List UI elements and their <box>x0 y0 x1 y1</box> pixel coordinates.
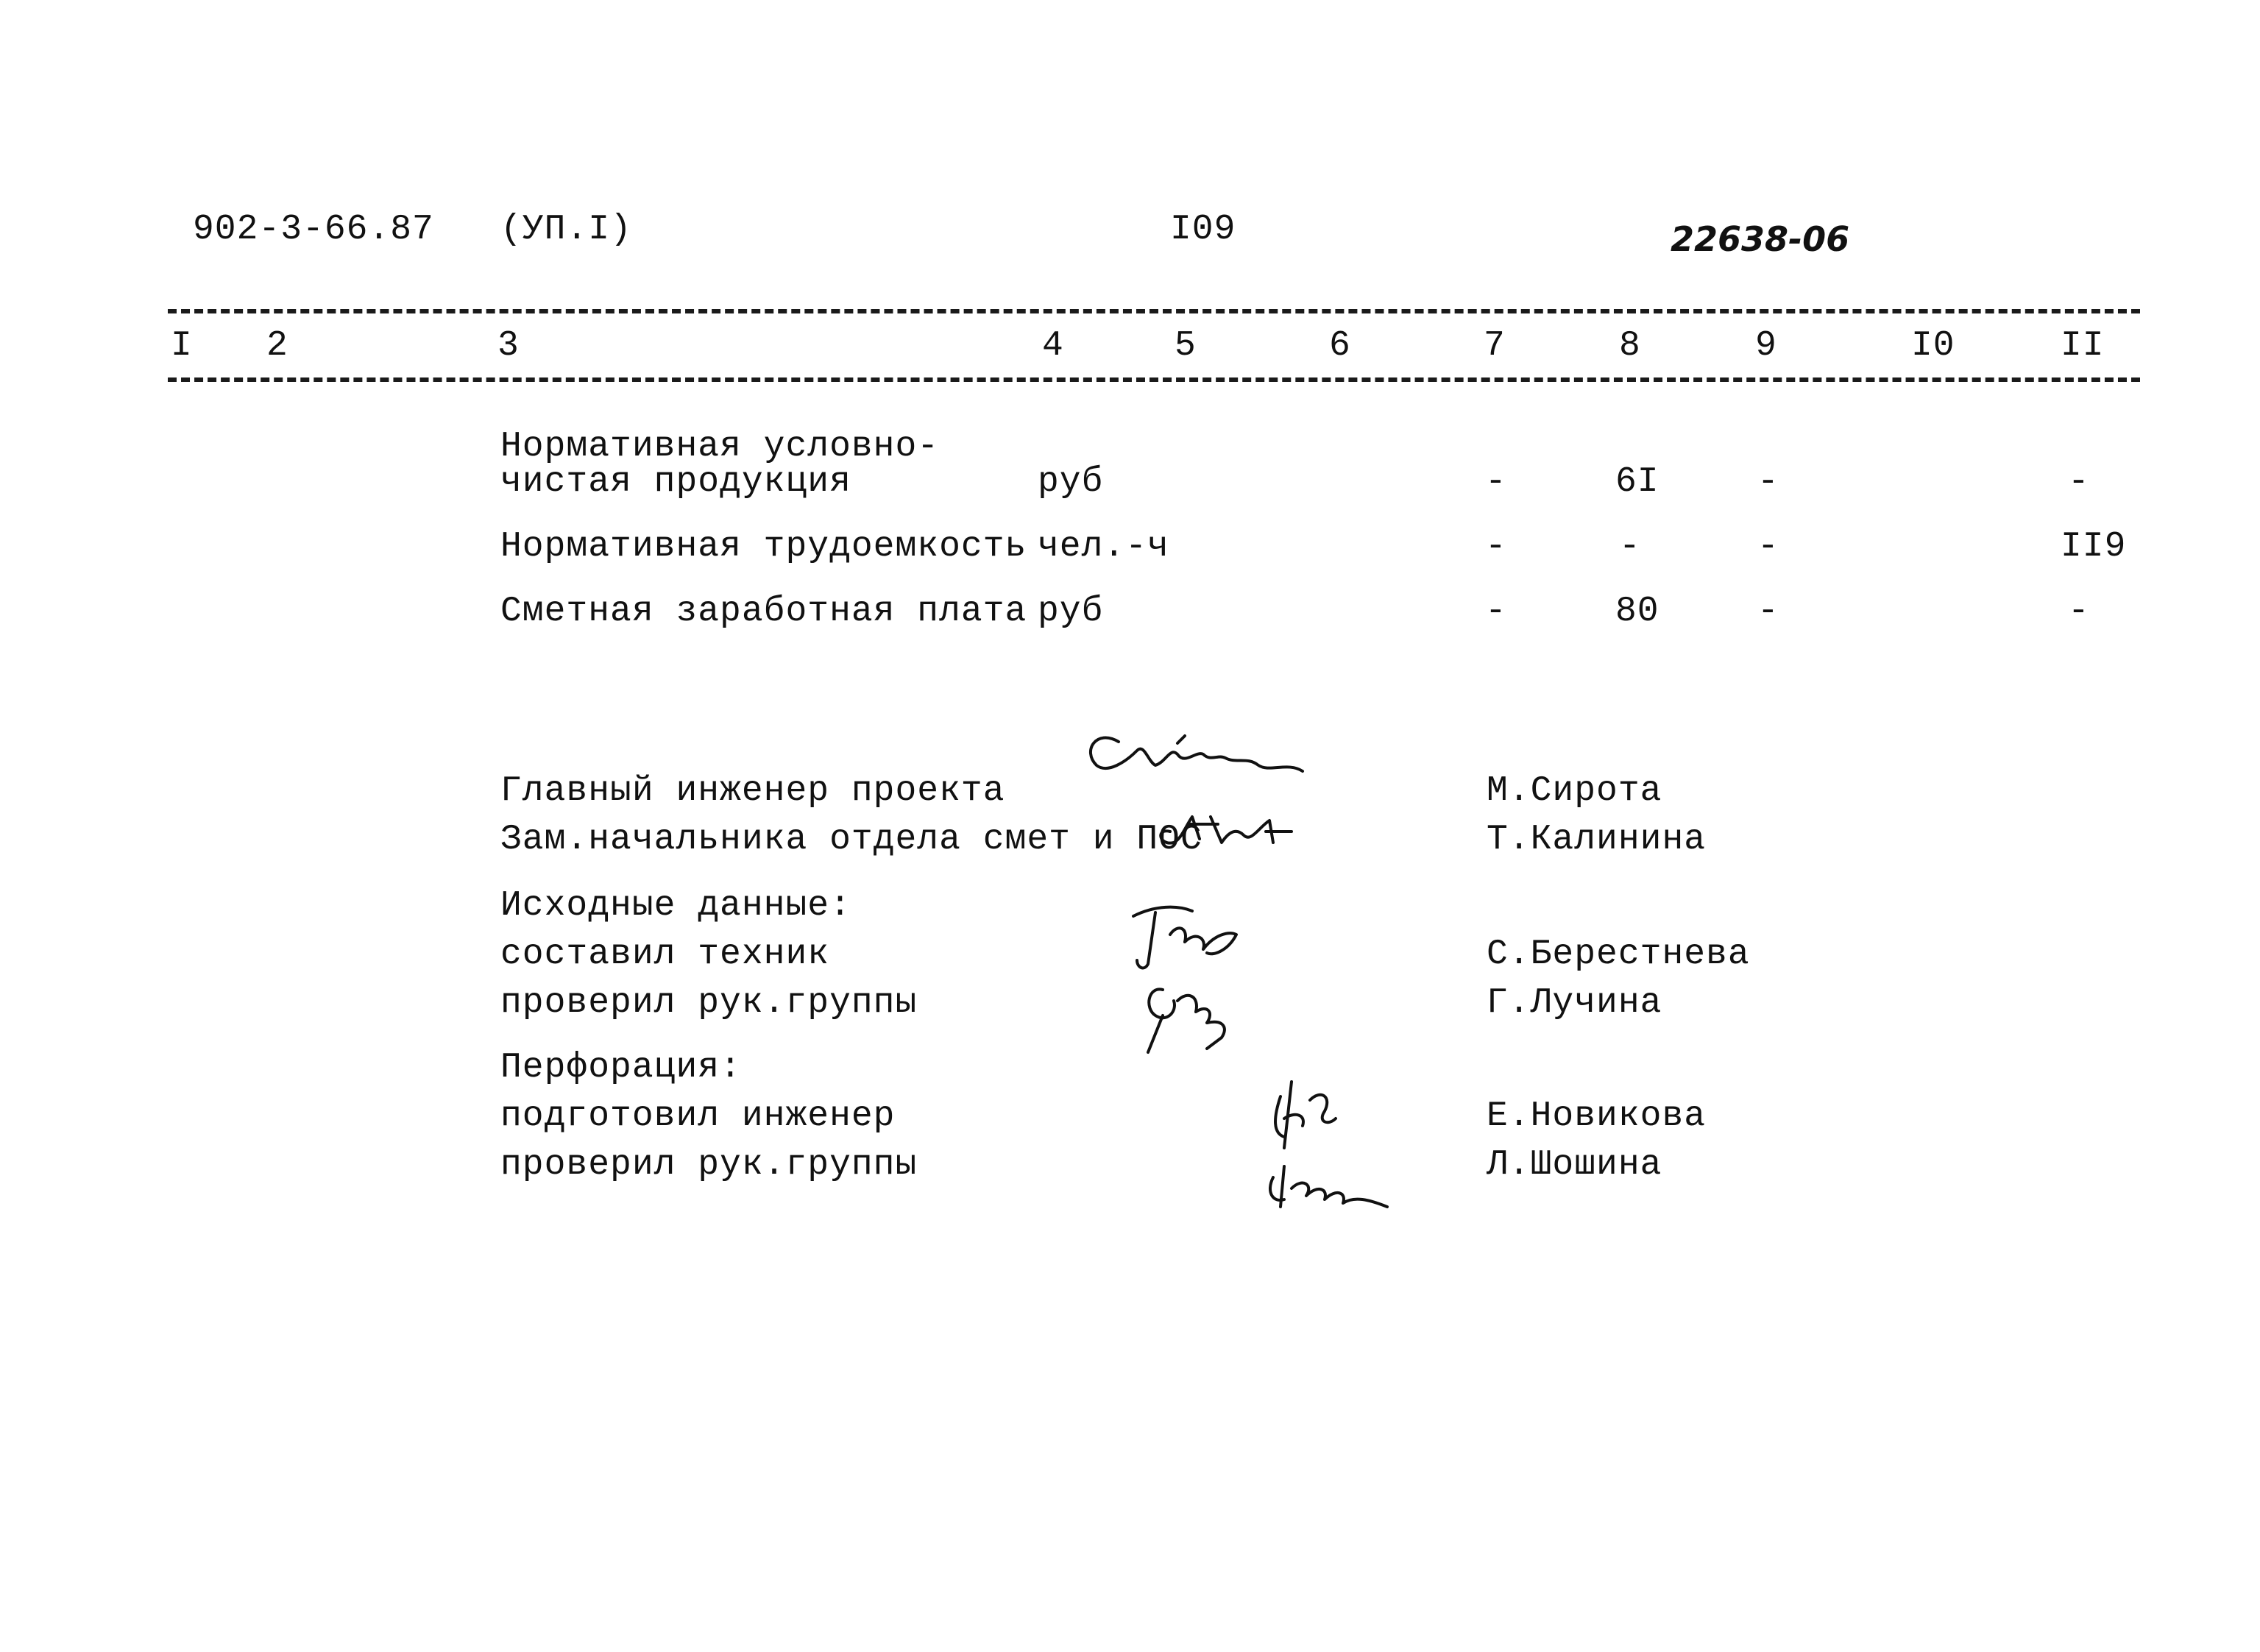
row-1-name-line1: Нормативная условно- <box>500 427 940 467</box>
page-number: I09 <box>1170 210 1236 249</box>
signature-source-data <box>1104 890 1295 1067</box>
deputy-head-name: Т.Калинина <box>1487 820 1707 859</box>
row-2-col7: - <box>1485 527 1507 567</box>
row-2-col11: II9 <box>2061 527 2127 567</box>
row-2-col8: - <box>1619 527 1641 567</box>
signature-perforation <box>1251 1067 1442 1214</box>
row-3-col8: 80 <box>1615 592 1659 631</box>
column-header-3: 3 <box>497 326 520 366</box>
row-1-col9: - <box>1757 462 1779 502</box>
column-header-6: 6 <box>1329 326 1351 366</box>
row-1-col8: 6I <box>1615 462 1659 502</box>
source-checked-role: проверил рук.группы <box>500 983 918 1023</box>
stamp-number: 22638-06 <box>1671 219 1850 259</box>
header-bottom-rule <box>168 377 2140 382</box>
row-3-col7: - <box>1485 592 1507 631</box>
column-header-9: 9 <box>1755 326 1777 366</box>
row-2-col9: - <box>1757 527 1779 567</box>
row-1-name-line2: чистая продукция <box>500 462 851 502</box>
column-header-1: I <box>171 326 193 366</box>
column-header-5: 5 <box>1175 326 1197 366</box>
row-3-col11: - <box>2068 592 2090 631</box>
perforation-checked-role: проверил рук.группы <box>500 1145 918 1185</box>
source-data-heading: Исходные данные: <box>500 886 851 926</box>
section-label: (УП.I) <box>500 210 632 249</box>
chief-engineer-name: М.Сирота <box>1487 771 1662 811</box>
header-top-rule <box>168 309 2140 313</box>
row-1-col7: - <box>1485 462 1507 502</box>
column-header-11: II <box>2061 326 2105 366</box>
perforation-prepared-name: Е.Новикова <box>1487 1096 1707 1136</box>
signature-deputy-head <box>1148 802 1310 854</box>
signature-chief-engineer <box>1074 721 1317 802</box>
row-2-name: Нормативная трудоемкость <box>500 527 1027 567</box>
source-compiled-name: С.Берестнева <box>1487 935 1750 974</box>
perforation-heading: Перфорация: <box>500 1048 742 1088</box>
column-header-4: 4 <box>1042 326 1064 366</box>
perforation-prepared-role: подготовил инженер <box>500 1096 896 1136</box>
row-3-col9: - <box>1757 592 1779 631</box>
row-1-col11: - <box>2068 462 2090 502</box>
column-header-10: I0 <box>1911 326 1955 366</box>
column-header-7: 7 <box>1484 326 1506 366</box>
doc-code: 902-3-66.87 <box>193 210 434 249</box>
deputy-head-role: Зам.начальника отдела смет и ПОС <box>500 820 1202 859</box>
row-3-unit: руб <box>1038 592 1104 631</box>
column-header-2: 2 <box>266 326 288 366</box>
row-1-unit: руб <box>1038 462 1104 502</box>
perforation-checked-name: Л.Шошина <box>1487 1145 1662 1185</box>
row-3-name: Сметная заработная плата <box>500 592 1027 631</box>
source-compiled-role: составил техник <box>500 935 830 974</box>
row-2-unit: чел.-ч <box>1038 527 1169 567</box>
chief-engineer-role: Главный инженер проекта <box>500 771 1005 811</box>
column-header-8: 8 <box>1619 326 1641 366</box>
source-checked-name: Г.Лучина <box>1487 983 1662 1023</box>
